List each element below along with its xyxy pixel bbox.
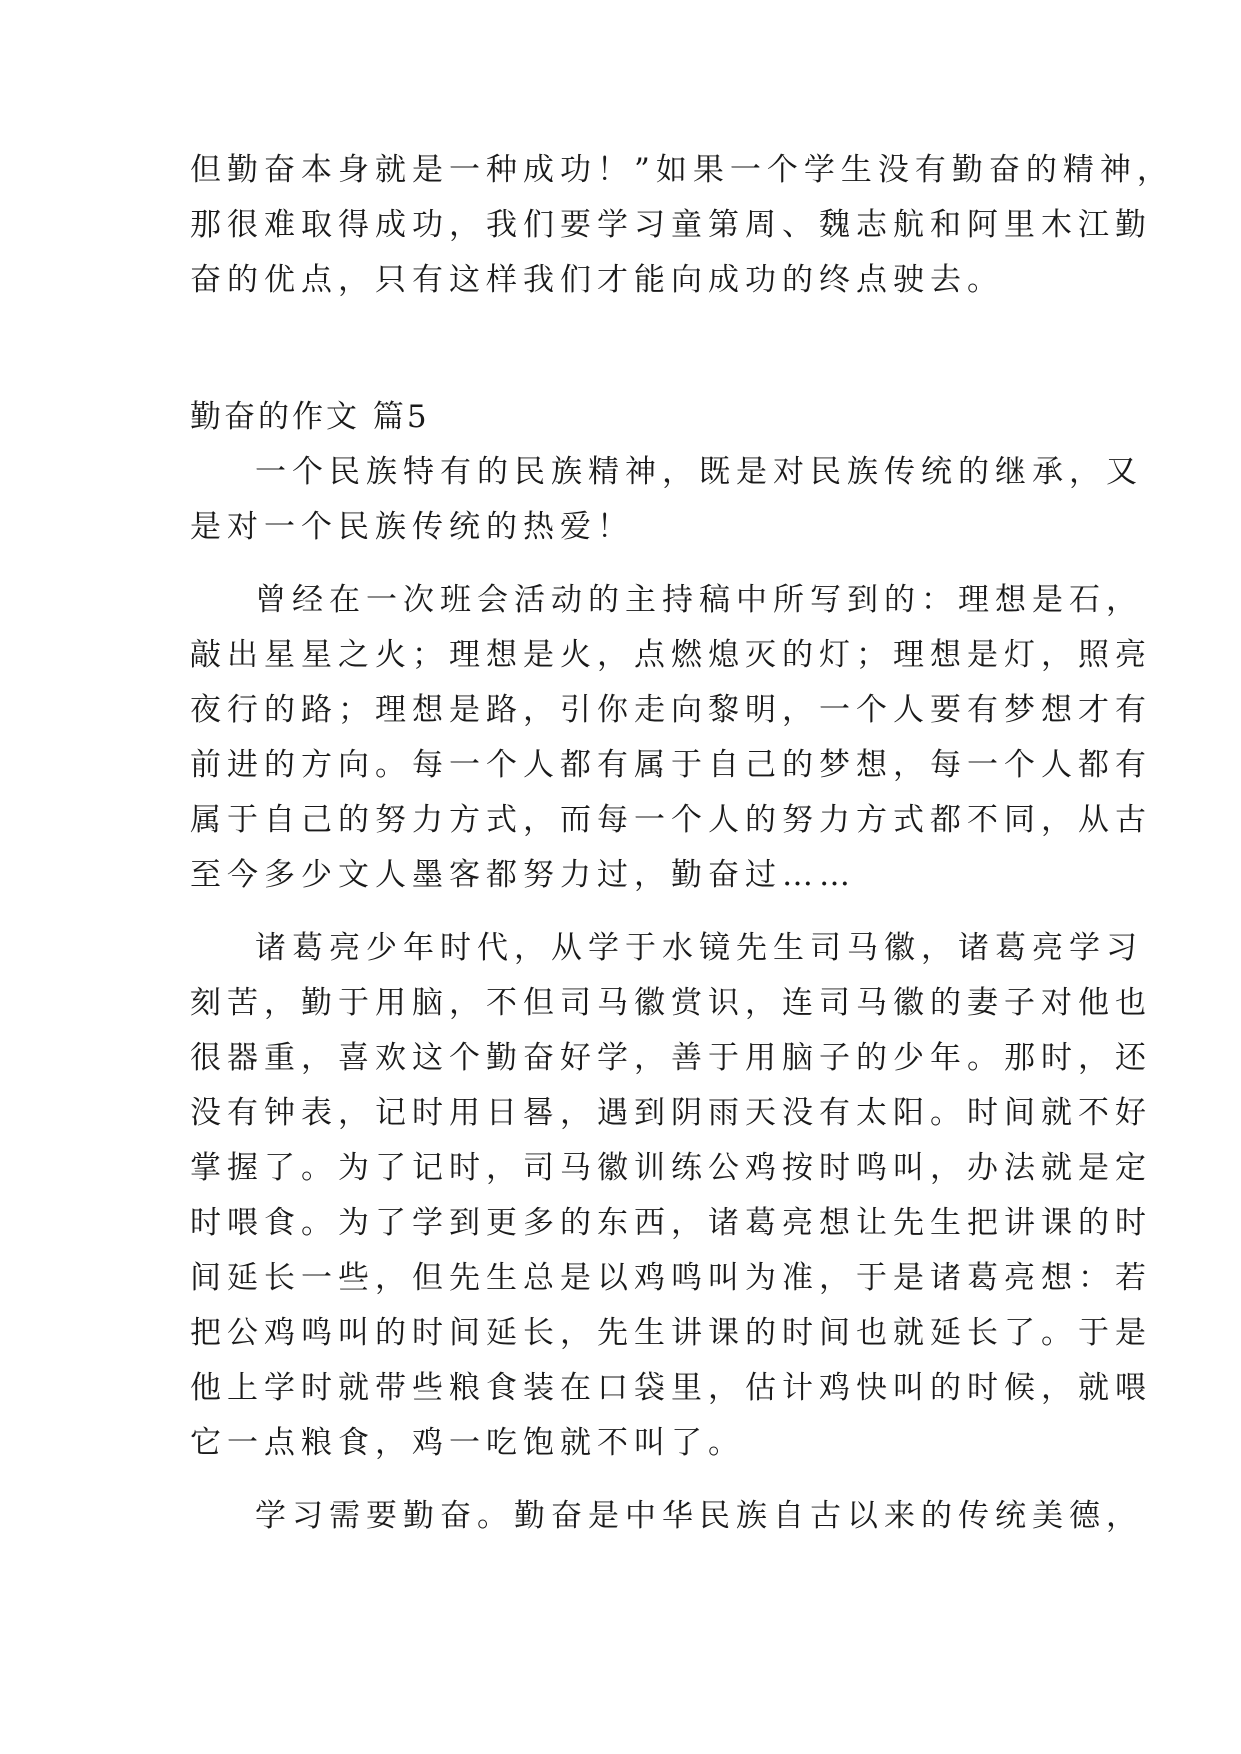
paragraph-2-line: 属于自己的努力方式，而每一个人的努力方式都不同，从古 — [190, 802, 1152, 838]
paragraph-1-line: 一个民族特有的民族精神，既是对民族传统的继承，又 — [255, 454, 1143, 490]
paragraph-3-line: 掌握了。为了记时，司马徽训练公鸡按时鸣叫，办法就是定 — [190, 1150, 1152, 1186]
paragraph-2-line: 曾经在一次班会活动的主持稿中所写到的：理想是石， — [255, 582, 1143, 618]
paragraph-2-line: 至今多少文人墨客都努力过，勤奋过…… — [190, 857, 856, 893]
paragraph-3-line: 没有钟表，记时用日晷，遇到阴雨天没有太阳。时间就不好 — [190, 1095, 1152, 1131]
paragraph-3-line: 把公鸡鸣叫的时间延长，先生讲课的时间也就延长了。于是 — [190, 1315, 1152, 1351]
intro-line: 但勤奋本身就是一种成功！”如果一个学生没有勤奋的精神， — [190, 152, 1174, 188]
paragraph-4-line: 学习需要勤奋。勤奋是中华民族自古以来的传统美德， — [255, 1498, 1143, 1534]
paragraph-3-line: 它一点粮食，鸡一吃饱就不叫了。 — [190, 1425, 745, 1461]
paragraph-3-line: 时喂食。为了学到更多的东西，诸葛亮想让先生把讲课的时 — [190, 1205, 1152, 1241]
paragraph-3-line: 刻苦，勤于用脑，不但司马徽赏识，连司马徽的妻子对他也 — [190, 985, 1152, 1021]
paragraph-2-line: 前进的方向。每一个人都有属于自己的梦想，每一个人都有 — [190, 747, 1152, 783]
paragraph-2-line: 敲出星星之火；理想是火，点燃熄灭的灯；理想是灯，照亮 — [190, 637, 1152, 673]
paragraph-1-line: 是对一个民族传统的热爱！ — [190, 509, 634, 545]
intro-line: 那很难取得成功，我们要学习童第周、魏志航和阿里木江勤 — [190, 207, 1152, 243]
intro-line: 奋的优点，只有这样我们才能向成功的终点驶去。 — [190, 262, 1004, 298]
paragraph-2-line: 夜行的路；理想是路，引你走向黎明，一个人要有梦想才有 — [190, 692, 1152, 728]
paragraph-3-line: 他上学时就带些粮食装在口袋里，估计鸡快叫的时候，就喂 — [190, 1370, 1152, 1406]
paragraph-3-line: 间延长一些，但先生总是以鸡鸣叫为准，于是诸葛亮想：若 — [190, 1260, 1152, 1296]
paragraph-3-line: 诸葛亮少年时代，从学于水镜先生司马徽，诸葛亮学习 — [255, 930, 1143, 966]
paragraph-3-line: 很器重，喜欢这个勤奋好学，善于用脑子的少年。那时，还 — [190, 1040, 1152, 1076]
section-heading: 勤奋的作文 篇5 — [190, 399, 430, 435]
